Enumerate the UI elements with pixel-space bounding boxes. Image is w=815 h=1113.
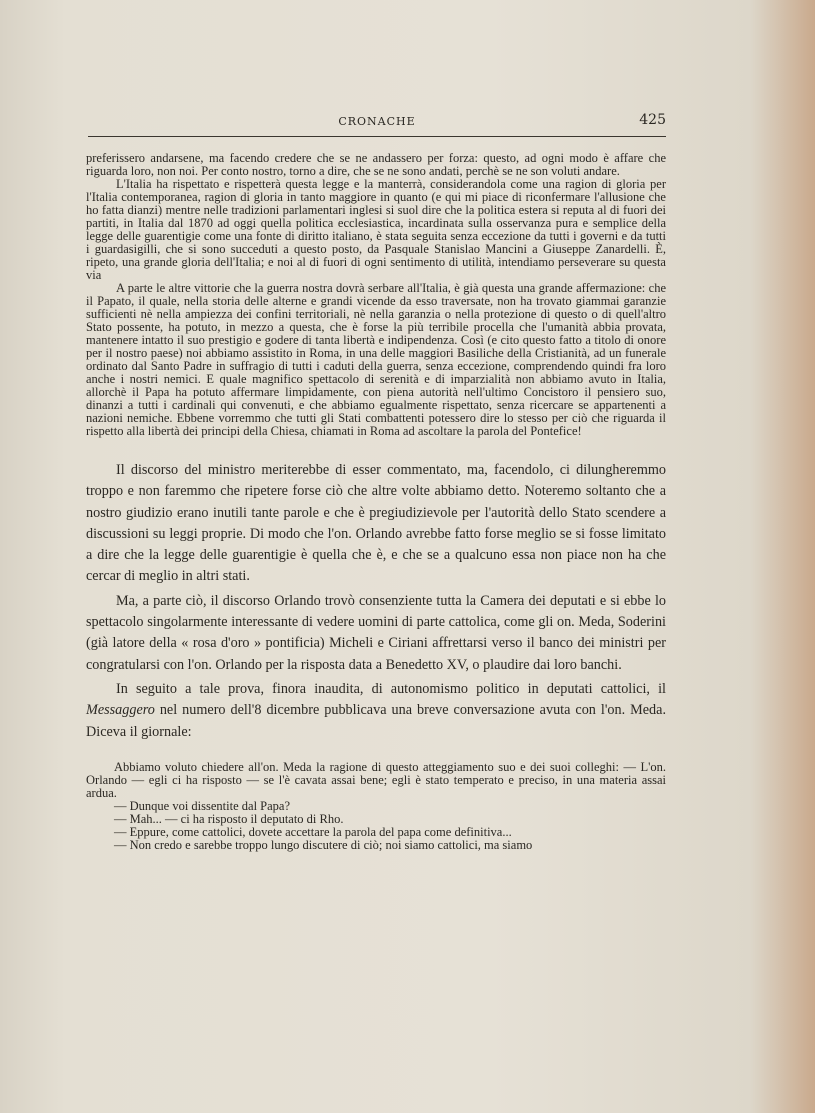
commentary-text: In seguito a tale prova, finora inaudita, di autonomismo politico in deputati cattolici, il [116, 680, 666, 697]
page-number: 425 [639, 112, 666, 128]
commentary-paragraph: Il discorso del ministro meriterebbe di esser commentato, ma, facendolo, ci dilungheremmo troppo e non faremmo che ripetere forse ciò che altre volte abbiamo detto. Noteremo soltanto che a nostro giudizio erano inutili tante parole e che è pregiudizievole per l'autorità dello Stato scendere a discussioni su leggi proprie. Di modo che l'on. Orlando avrebbe fatto forse meglio se si fosse limitato a dire che la legge delle guarentigie è quella che è, e che se a qualcuno essa non piace non ha che cercar di meglio in altri stati. [86, 462, 666, 585]
commentary-paragraph [86, 679, 666, 743]
quote-paragraph: A parte le altre vittorie che la guerra nostra dovrà serbare all'Italia, è già questa una grande affermazione: che il Papato, il quale, nella storia delle alterne e grandi vicende da esso traversate, non ha trovato giammai garanzie sufficienti nè nella ampiezza dei confini territoriali, nè nella garanzia o nella protezione di questo o di quell'altro Stato possente, ha potuto, in mezzo a questa, che è forse la più terribile procella che l'umanità abbia provata, mantenere intatto il suo prestigio e godere di tanta libertà e indipendenza. Così (e cito questo fatto a titolo di onore per il nostro paese) noi abbiamo assistito in Roma, in una delle maggiori Basiliche della Cristianità, ad un funerale ordinato dal Santo Padre in suffragio di tutti i caduti della guerra, senza eccezione, comprendendo quindi fra loro anche i nostri nemici. E quale magnifico spettacolo di serenità e di imparzialità non abbiamo avuto in Italia, allorchè il Papa ha potuto affermare limpidamente, con piena autorità nell'ultimo Concistoro il pensiero suo, dinanzi a tutti i cardinali qui convenuti, e che abbiamo egualmente rispettato, senza ricercare se appartenenti a nazioni nemiche. Ebbene vorremmo che tutti gli Stati combattenti potessero dire lo stesso per ciò che riguarda il rispetto alla libertà dei principi della Chiesa, chiamati in Roma ad ascoltare la parola del Pontefice! [86, 281, 666, 438]
running-head: CRONACHE [338, 115, 416, 128]
commentary-text: nel numero dell'8 dicembre pubblicava una breve conversazione avuta con l'on. Meda. Diceva il giornale: [86, 702, 666, 740]
interview-line: — Eppure, come cattolici, dovete accettare la parola del papa come definitiva... [114, 824, 512, 839]
commentary [86, 460, 666, 743]
interview-line: — Mah... — ci ha risposto il deputato di Rho. [114, 811, 344, 826]
interview-excerpt [86, 761, 666, 852]
interview-paragraph: Abbiamo voluto chiedere all'on. Meda la ragione di questo atteggiamento suo e dei suoi colleghi: — L'on. Orlando — egli ci ha risposto — se l'è cavata assai bene; egli è stato temperato e preciso, in una materia assai ardua. [86, 759, 666, 800]
quote-paragraph: L'Italia ha rispettato e rispetterà questa legge e la manterrà, considerandola come una ragion di gloria per l'Italia contemporanea, ragion di gloria in tanto maggiore in quanto (e qui mi piace di riconfermare l'allusione che ho fatta dianzi) mentre nelle tradizioni parlamentari inglesi si suol dire che la politica estera si reputa al di fuori dei partiti, in Italia dal 1870 ad oggi quella politica ecclesiastica, incardinata sulla osservanza pura e semplice della legge delle guarentigie come una fonte di diritto italiano, è stata seguita senza eccezione da tutti i governi e da tutti i guardasigilli, che si sono succeduti a questo posto, da Pasquale Stanislao Mancini a Giuseppe Zanardelli. È, ripeto, una grande gloria dell'Italia; e noi al di fuori di ogni sentimento di utilità, intendiamo perseverare su questa via [86, 177, 666, 282]
page-body [86, 152, 666, 852]
newspaper-title: Messaggero [86, 702, 155, 719]
quote-paragraph: preferissero andarsene, ma facendo credere che se ne andassero per forza: questo, ad ogni modo è affare che riguarda loro, non noi. Per conto nostro, torno a dire, che se ne sono andati, perchè se ne son voluti andare. [86, 151, 666, 178]
commentary-paragraph: Ma, a parte ciò, il discorso Orlando trovò consenziente tutta la Camera dei deputati e si ebbe lo spettacolo singolarmente interessante di vedere uomini di parte cattolica, come gli on. Meda, Soderini (già latore della « rosa d'oro » pontificia) Micheli e Ciriani affrettarsi verso il banco dei ministri per congratularsi con l'on. Orlando per la risposta data a Benedetto XV, o plaudire dai loro banchi. [86, 592, 666, 673]
quoted-speech [86, 152, 666, 438]
page-header [88, 112, 666, 137]
interview-line: — Non credo e sarebbe troppo lungo discutere di ciò; noi siamo cattolici, ma siamo [114, 837, 533, 852]
interview-line: — Dunque voi dissentite dal Papa? [114, 798, 291, 813]
